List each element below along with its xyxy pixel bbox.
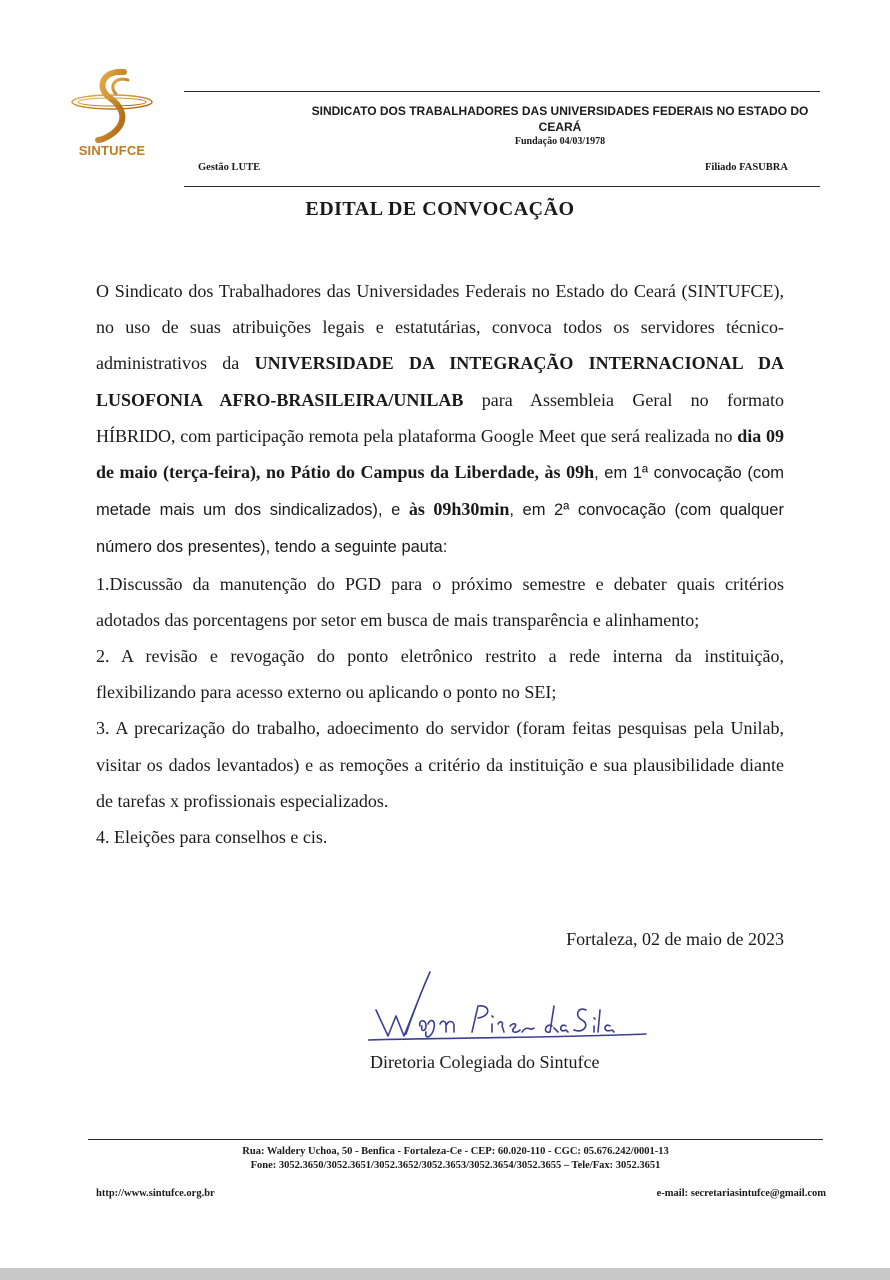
header-divider-bottom [184, 186, 820, 187]
second-call-time: às 09h30min [408, 499, 510, 520]
organization-name: SINDICATO DOS TRABALHADORES DAS UNIVERSIDADES FEDERAIS NO ESTADO DO CEARÁ [311, 104, 809, 134]
agenda-item: 3. A precarização do trabalho, adoecimento do servidor (foram feitas pesquisas pela Unilab, visitar os dados levantados) e as remoções a critério da instituição e sua plausibilidade diante de tarefas x profissionais especializados. [96, 718, 784, 811]
document-body [96, 273, 784, 855]
gestao-label: Gestão LUTE [198, 162, 261, 173]
agenda-item: 2. A revisão e revogação do ponto eletrônico restrito a rede interna da instituição, flexibilizando para acesso externo ou aplicando o ponto no SEI; [96, 646, 784, 703]
affiliation-label: Filiado FASUBRA [705, 162, 788, 173]
p1-text-2: para Assembleia Geral no formato HÍBRIDO, com participação remota pela plataforma Google Meet que será realizada no [96, 389, 784, 446]
page-bottom-bar [0, 1268, 890, 1280]
footer-divider [88, 1139, 823, 1140]
footer-email-link[interactable]: e-mail: secretariasintufce@gmail.com [656, 1188, 826, 1199]
document-title: EDITAL DE CONVOCAÇÃO [305, 198, 575, 220]
agenda-item: 1.Discussão da manutenção do PGD para o próximo semestre e debater quais critérios adotados das porcentagens por setor em busca de mais transparência e alinhamento; [96, 573, 784, 630]
p1-text-4: , em 2ª convocação (com qualquer número dos presentes), tendo a seguinte pauta: [96, 501, 784, 557]
place-and-date: Fortaleza, 02 de maio de 2023 [566, 929, 784, 949]
header-divider-top [184, 91, 820, 92]
founding-date: Fundação 04/03/1978 [514, 136, 606, 147]
p1-text-1: O Sindicato dos Trabalhadores das Universidades Federais no Estado do Ceará (SINTUFCE), no uso de suas atribuições legais e estatutárias, convoca todos os servidores técnico-administrativos da [96, 281, 784, 374]
footer-website-link[interactable]: http://www.sintufce.org.br [96, 1188, 215, 1199]
footer-address: Rua: Waldery Uchoa, 50 - Benfica - Fortaleza-Ce - CEP: 60.020-110 - CGC: 05.676.242/0001-13 [242, 1146, 669, 1157]
handwritten-signature [368, 966, 648, 1050]
meeting-date-place: dia 09 de maio (terça-feira), no Pátio do Campus da Liberdade, às 09h [96, 425, 784, 483]
p1-text-3: , em 1ª convocação (com metade mais um dos sindicalizados), e [96, 464, 784, 520]
agenda-item: 4. Eleições para conselhos e cis. [96, 827, 328, 848]
footer-phones: Fone: 3052.3650/3052.3651/3052.3652/3052.3653/3052.3654/3052.3655 – Tele/Fax: 3052.3651 [250, 1160, 661, 1171]
signature-caption: Diretoria Colegiada do Sintufce [370, 1052, 600, 1072]
convocation-paragraph [96, 273, 784, 566]
logo-wordmark: SINTUFCE [78, 143, 146, 158]
university-name: UNIVERSIDADE DA INTEGRAÇÃO INTERNACIONAL DA LUSOFONIA AFRO-BRASILEIRA/UNILAB [96, 353, 784, 410]
